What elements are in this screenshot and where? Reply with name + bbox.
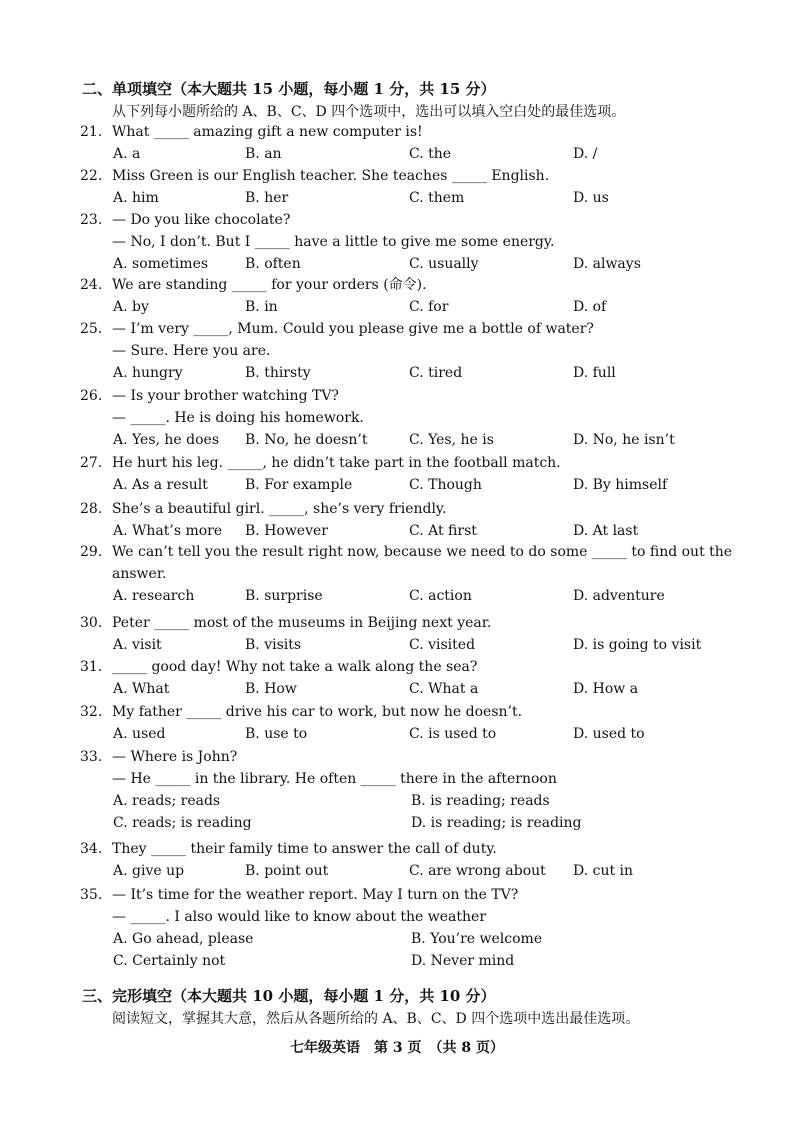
option-d: D. How a (573, 681, 639, 697)
question-32 (0, 701, 794, 745)
option-c: C. action (409, 588, 472, 604)
option-row (0, 143, 794, 165)
option-c: C. for (409, 299, 449, 315)
option-b: B. You’re welcome (411, 931, 543, 947)
question-line (0, 746, 794, 768)
option-b: B. No, he doesn’t (245, 432, 368, 448)
option-d: D. always (573, 256, 641, 272)
section2-instruction: 从下列每小题所给的 A、B、C、D 四个选项中，选出可以填入空白处的最佳选项。 (112, 104, 626, 120)
question-text: She’s a beautiful girl. _____, she’s very friendly. (112, 501, 447, 517)
option-a: A. Yes, he does (113, 432, 220, 448)
question-line (0, 231, 794, 253)
question-35 (0, 884, 794, 972)
question-line (0, 407, 794, 429)
option-b: B. thirsty (245, 365, 311, 381)
question-line (0, 340, 794, 362)
option-a: A. by (113, 299, 149, 315)
question-text: We are standing _____ for your orders (命令). (112, 277, 427, 293)
question-text: — No, I don’t. But I _____ have a little to give me some energy. (112, 234, 555, 250)
option-c: C. Yes, he is (409, 432, 494, 448)
option-a: A. What (113, 681, 170, 697)
question-line (0, 121, 794, 143)
question-24 (0, 274, 794, 318)
question-number: 32. (80, 704, 103, 720)
option-row (0, 723, 794, 745)
option-d: D. cut in (573, 863, 634, 879)
option-d: D. us (573, 190, 609, 206)
question-29 (0, 541, 794, 607)
option-b: B. use to (245, 726, 308, 742)
option-a: A. him (113, 190, 159, 206)
option-b: B. is reading; reads (411, 793, 550, 809)
option-a: A. research (113, 588, 195, 604)
question-number: 29. (80, 544, 103, 560)
option-c: C. Certainly not (113, 953, 226, 969)
question-number: 25. (80, 321, 103, 337)
option-a: A. Go ahead, please (113, 931, 254, 947)
option-b: B. How (245, 681, 297, 697)
question-text: _____ good day! Why not take a walk along the sea? (112, 659, 478, 675)
question-number: 26. (80, 388, 103, 404)
option-c: C. visited (409, 637, 476, 653)
question-number: 31. (80, 659, 103, 675)
option-d: D. Never mind (411, 953, 515, 969)
option-row (0, 187, 794, 209)
question-text: What _____ amazing gift a new computer is! (112, 124, 423, 140)
question-line (0, 701, 794, 723)
option-row (0, 253, 794, 275)
question-line (0, 385, 794, 407)
question-line (0, 884, 794, 906)
section3-title: 三、完形填空（本大题共 10 小题，每小题 1 分，共 10 分） (82, 987, 496, 1005)
option-b: B. an (245, 146, 282, 162)
option-row (0, 790, 794, 812)
option-row (0, 678, 794, 700)
question-text: — Where is John? (112, 749, 238, 765)
option-b: B. often (245, 256, 301, 272)
option-row (0, 362, 794, 384)
question-text: — Do you like chocolate? (112, 212, 291, 228)
question-text: — I’m very _____, Mum. Could you please give me a bottle of water? (112, 321, 594, 337)
option-d: D. of (573, 299, 607, 315)
question-number: 28. (80, 501, 103, 517)
option-d: D. full (573, 365, 616, 381)
question-23 (0, 209, 794, 275)
question-line (0, 452, 794, 474)
question-number: 24. (80, 277, 103, 293)
question-line (0, 274, 794, 296)
question-text: They _____ their family time to answer the call of duty. (112, 841, 497, 857)
option-row (0, 585, 794, 607)
question-number: 23. (80, 212, 103, 228)
question-27 (0, 452, 794, 496)
option-b: B. her (245, 190, 289, 206)
question-line (0, 838, 794, 860)
option-c: C. tired (409, 365, 463, 381)
question-text: Peter _____ most of the museums in Beijing next year. (112, 615, 492, 631)
question-text: — Is your brother watching TV? (112, 388, 339, 404)
question-number: 27. (80, 455, 103, 471)
question-number: 22. (80, 168, 103, 184)
option-d: D. is going to visit (573, 637, 702, 653)
question-text: He hurt his leg. _____, he didn’t take part in the football match. (112, 455, 561, 471)
option-b: B. However (245, 523, 328, 539)
option-a: A. reads; reads (113, 793, 221, 809)
option-a: A. a (113, 146, 141, 162)
option-c: C. are wrong about (409, 863, 546, 879)
option-c: C. At first (409, 523, 477, 539)
option-d: D. is reading; is reading (411, 815, 582, 831)
question-text: — It’s time for the weather report. May I turn on the TV? (112, 887, 519, 903)
option-a: A. give up (113, 863, 185, 879)
option-a: A. hungry (113, 365, 183, 381)
option-d: D. At last (573, 523, 639, 539)
question-text: — Sure. Here you are. (112, 343, 271, 359)
question-line (0, 612, 794, 634)
option-c: C. usually (409, 256, 479, 272)
question-text: — _____. He is doing his homework. (112, 410, 364, 426)
question-line (0, 906, 794, 928)
option-d: D. By himself (573, 477, 668, 493)
question-22 (0, 165, 794, 209)
question-31 (0, 656, 794, 700)
question-text: Miss Green is our English teacher. She teaches _____ English. (112, 168, 550, 184)
question-25 (0, 318, 794, 384)
question-30 (0, 612, 794, 656)
option-row (0, 860, 794, 882)
question-line (0, 563, 794, 585)
option-c: C. is used to (409, 726, 497, 742)
question-text: We can’t tell you the result right now, because we need to do some _____ to find out the (112, 544, 733, 560)
question-line (0, 541, 794, 563)
question-text: — _____. I also would like to know about the weather (112, 909, 487, 925)
question-33 (0, 746, 794, 834)
question-number: 33. (80, 749, 103, 765)
option-d: D. / (573, 146, 598, 162)
option-row (0, 520, 794, 542)
option-c: C. What a (409, 681, 479, 697)
option-c: C. them (409, 190, 465, 206)
question-26 (0, 385, 794, 451)
option-row (0, 474, 794, 496)
question-number: 21. (80, 124, 103, 140)
question-number: 30. (80, 615, 103, 631)
question-line (0, 318, 794, 340)
option-a: A. As a result (113, 477, 208, 493)
option-a: A. visit (113, 637, 162, 653)
question-line (0, 656, 794, 678)
question-line (0, 165, 794, 187)
question-21 (0, 121, 794, 165)
question-line (0, 209, 794, 231)
option-d: D. adventure (573, 588, 665, 604)
option-row (0, 296, 794, 318)
question-text: My father _____ drive his car to work, but now he doesn’t. (112, 704, 523, 720)
option-b: B. visits (245, 637, 302, 653)
option-b: B. in (245, 299, 278, 315)
option-c: C. the (409, 146, 452, 162)
option-b: B. point out (245, 863, 329, 879)
question-text: answer. (112, 566, 167, 582)
section3-instruction: 阅读短文，掌握其大意，然后从各题所给的 A、B、C、D 四个选项中选出最佳选项。 (112, 1011, 640, 1027)
page-footer: 七年级英语 第 3 页 （共 8 页） (290, 1040, 504, 1056)
option-a: A. What’s more (113, 523, 223, 539)
option-row (0, 950, 794, 972)
question-number: 34. (80, 841, 103, 857)
option-row (0, 812, 794, 834)
question-28 (0, 498, 794, 542)
question-text: — He _____ in the library. He often _____ there in the afternoon (112, 771, 557, 787)
option-c: C. reads; is reading (113, 815, 252, 831)
option-b: B. For example (245, 477, 353, 493)
question-number: 35. (80, 887, 103, 903)
option-a: A. sometimes (113, 256, 209, 272)
option-row (0, 634, 794, 656)
section2-title: 二、单项填空（本大题共 15 小题，每小题 1 分，共 15 分） (82, 80, 496, 98)
option-d: D. No, he isn’t (573, 432, 675, 448)
question-34 (0, 838, 794, 882)
option-a: A. used (113, 726, 166, 742)
question-line (0, 498, 794, 520)
question-line (0, 768, 794, 790)
option-row (0, 928, 794, 950)
option-b: B. surprise (245, 588, 323, 604)
option-row (0, 429, 794, 451)
option-c: C. Though (409, 477, 482, 493)
option-d: D. used to (573, 726, 645, 742)
